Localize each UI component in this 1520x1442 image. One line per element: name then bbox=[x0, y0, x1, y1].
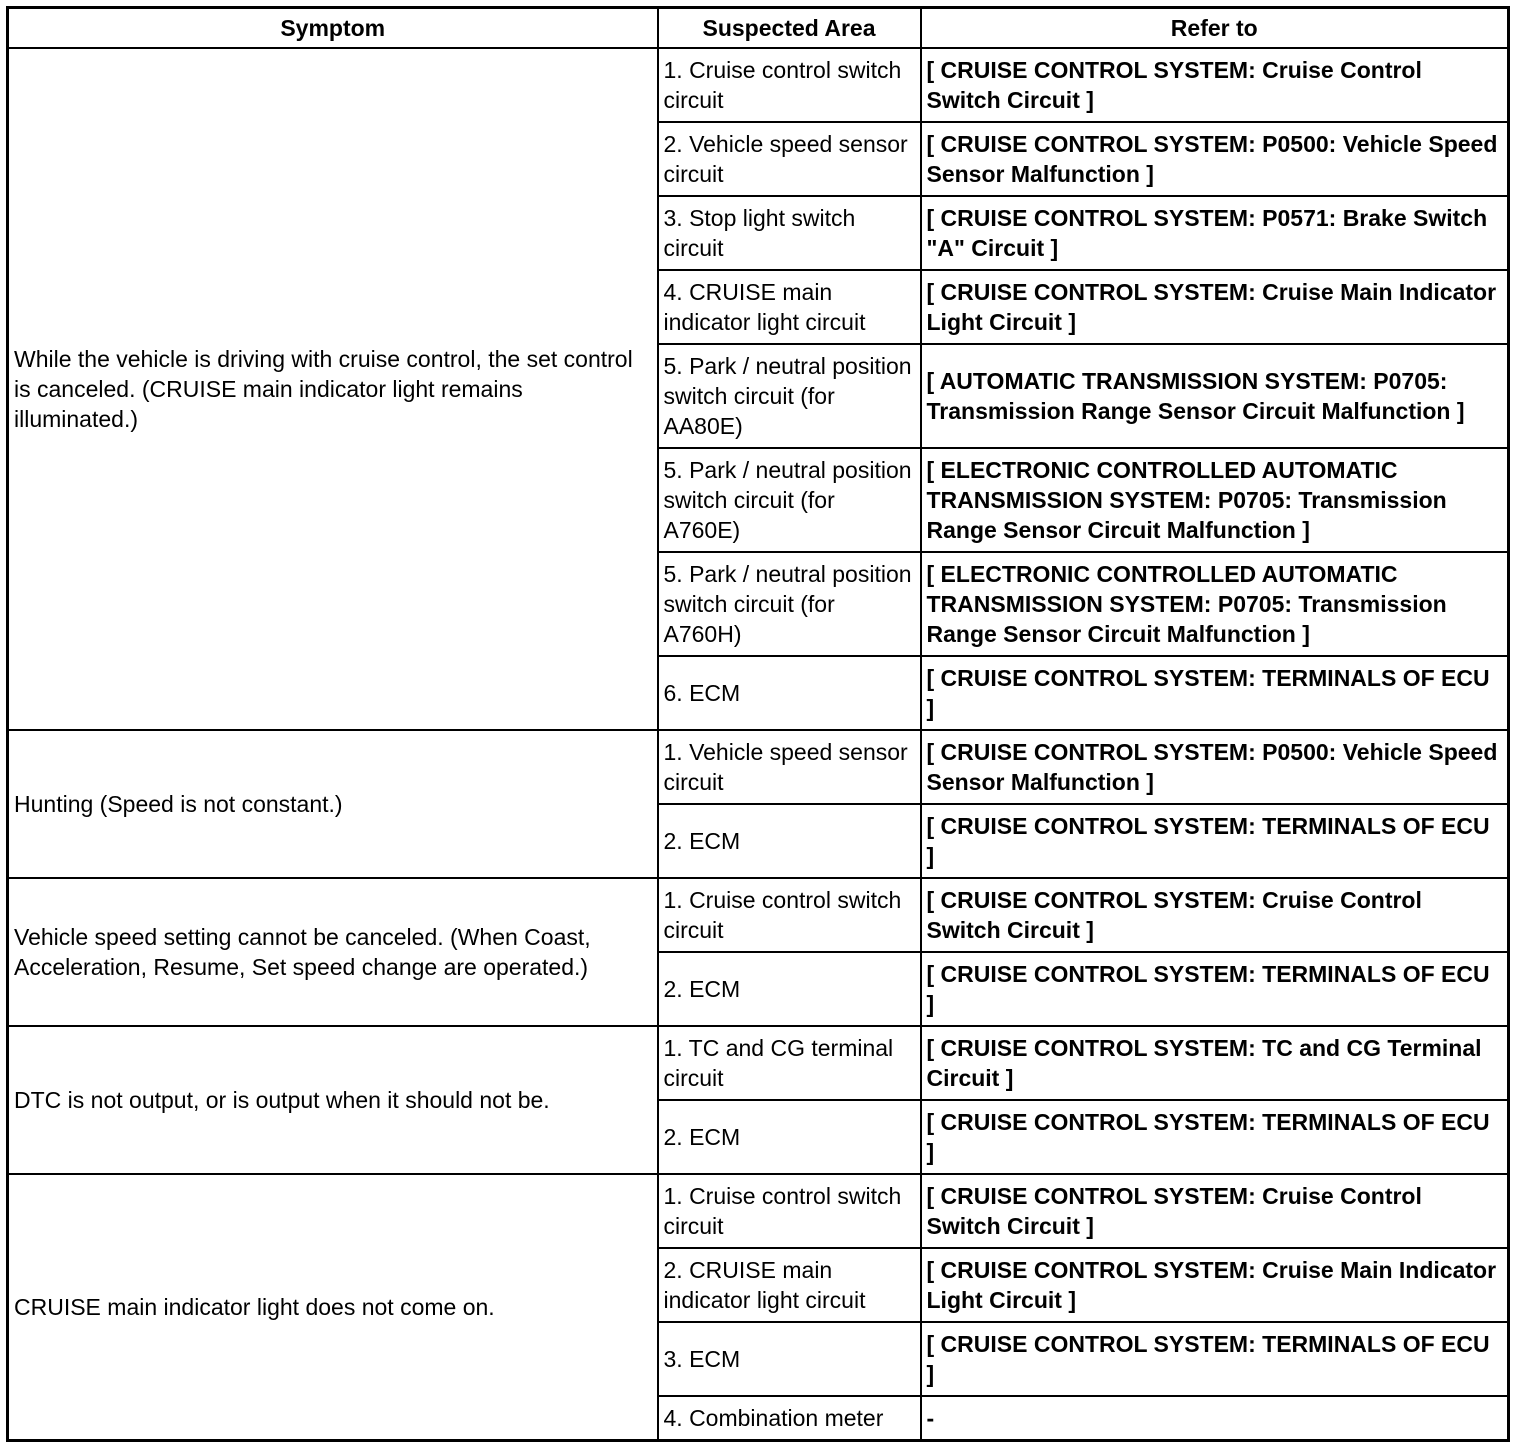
suspected-area-cell: 5. Park / neutral position switch circuit (for A760E) bbox=[658, 448, 921, 552]
refer-link[interactable]: [ CRUISE CONTROL SYSTEM: P0571: Brake Switch "A" Circuit ] bbox=[921, 196, 1509, 270]
refer-link[interactable]: [ CRUISE CONTROL SYSTEM: Cruise Main Indicator Light Circuit ] bbox=[921, 1248, 1509, 1322]
table-row bbox=[8, 730, 1509, 804]
table-header-row bbox=[8, 8, 1509, 49]
suspected-area-cell: 2. ECM bbox=[658, 1100, 921, 1174]
header-symptom: Symptom bbox=[8, 8, 658, 49]
suspected-area-cell: 5. Park / neutral position switch circuit (for A760H) bbox=[658, 552, 921, 656]
refer-link[interactable]: [ CRUISE CONTROL SYSTEM: Cruise Control Switch Circuit ] bbox=[921, 1174, 1509, 1248]
suspected-area-cell: 5. Park / neutral position switch circuit (for AA80E) bbox=[658, 344, 921, 448]
suspected-area-cell: 2. CRUISE main indicator light circuit bbox=[658, 1248, 921, 1322]
refer-link[interactable]: [ CRUISE CONTROL SYSTEM: TERMINALS OF ECU ] bbox=[921, 804, 1509, 878]
symptom-table-container bbox=[6, 6, 1507, 1442]
table-row bbox=[8, 1026, 1509, 1100]
table-row bbox=[8, 878, 1509, 952]
refer-link[interactable]: [ CRUISE CONTROL SYSTEM: TERMINALS OF ECU ] bbox=[921, 952, 1509, 1026]
suspected-area-cell: 3. ECM bbox=[658, 1322, 921, 1396]
suspected-area-cell: 1. Cruise control switch circuit bbox=[658, 1174, 921, 1248]
suspected-area-cell: 2. ECM bbox=[658, 804, 921, 878]
suspected-area-cell: 2. Vehicle speed sensor circuit bbox=[658, 122, 921, 196]
symptom-cell: Hunting (Speed is not constant.) bbox=[8, 730, 658, 878]
refer-link[interactable]: [ CRUISE CONTROL SYSTEM: P0500: Vehicle Speed Sensor Malfunction ] bbox=[921, 122, 1509, 196]
refer-link[interactable]: [ CRUISE CONTROL SYSTEM: TC and CG Terminal Circuit ] bbox=[921, 1026, 1509, 1100]
symptom-cell: Vehicle speed setting cannot be canceled. (When Coast, Acceleration, Resume, Set speed change are operated.) bbox=[8, 878, 658, 1026]
refer-link[interactable]: [ AUTOMATIC TRANSMISSION SYSTEM: P0705: Transmission Range Sensor Circuit Malfunction ] bbox=[921, 344, 1509, 448]
refer-link[interactable]: [ CRUISE CONTROL SYSTEM: Cruise Control Switch Circuit ] bbox=[921, 878, 1509, 952]
suspected-area-cell: 1. Cruise control switch circuit bbox=[658, 48, 921, 122]
symptom-cell: While the vehicle is driving with cruise control, the set control is canceled. (CRUISE main indicator light remains illuminated.) bbox=[8, 48, 658, 730]
suspected-area-cell: 1. TC and CG terminal circuit bbox=[658, 1026, 921, 1100]
suspected-area-cell: 1. Vehicle speed sensor circuit bbox=[658, 730, 921, 804]
refer-link[interactable]: [ CRUISE CONTROL SYSTEM: Cruise Control Switch Circuit ] bbox=[921, 48, 1509, 122]
refer-link[interactable]: [ CRUISE CONTROL SYSTEM: TERMINALS OF ECU ] bbox=[921, 1100, 1509, 1174]
symptom-cell: DTC is not output, or is output when it should not be. bbox=[8, 1026, 658, 1174]
suspected-area-cell: 2. ECM bbox=[658, 952, 921, 1026]
symptom-cell: CRUISE main indicator light does not come on. bbox=[8, 1174, 658, 1441]
refer-link[interactable]: [ ELECTRONIC CONTROLLED AUTOMATIC TRANSMISSION SYSTEM: P0705: Transmission Range Sensor Circuit Malfunction ] bbox=[921, 552, 1509, 656]
suspected-area-cell: 6. ECM bbox=[658, 656, 921, 730]
suspected-area-cell: 3. Stop light switch circuit bbox=[658, 196, 921, 270]
refer-link[interactable]: [ CRUISE CONTROL SYSTEM: Cruise Main Indicator Light Circuit ] bbox=[921, 270, 1509, 344]
suspected-area-cell: 1. Cruise control switch circuit bbox=[658, 878, 921, 952]
header-refer-to: Refer to bbox=[921, 8, 1509, 49]
suspected-area-cell: 4. Combination meter bbox=[658, 1396, 921, 1441]
refer-link[interactable]: [ CRUISE CONTROL SYSTEM: TERMINALS OF ECU ] bbox=[921, 1322, 1509, 1396]
refer-link[interactable]: [ CRUISE CONTROL SYSTEM: P0500: Vehicle Speed Sensor Malfunction ] bbox=[921, 730, 1509, 804]
refer-link[interactable]: [ ELECTRONIC CONTROLLED AUTOMATIC TRANSMISSION SYSTEM: P0705: Transmission Range Sensor Circuit Malfunction ] bbox=[921, 448, 1509, 552]
refer-link: - bbox=[921, 1396, 1509, 1441]
table-row bbox=[8, 1174, 1509, 1248]
suspected-area-cell: 4. CRUISE main indicator light circuit bbox=[658, 270, 921, 344]
refer-link[interactable]: [ CRUISE CONTROL SYSTEM: TERMINALS OF ECU ] bbox=[921, 656, 1509, 730]
symptom-table bbox=[6, 6, 1510, 1442]
table-row bbox=[8, 48, 1509, 122]
header-suspected-area: Suspected Area bbox=[658, 8, 921, 49]
